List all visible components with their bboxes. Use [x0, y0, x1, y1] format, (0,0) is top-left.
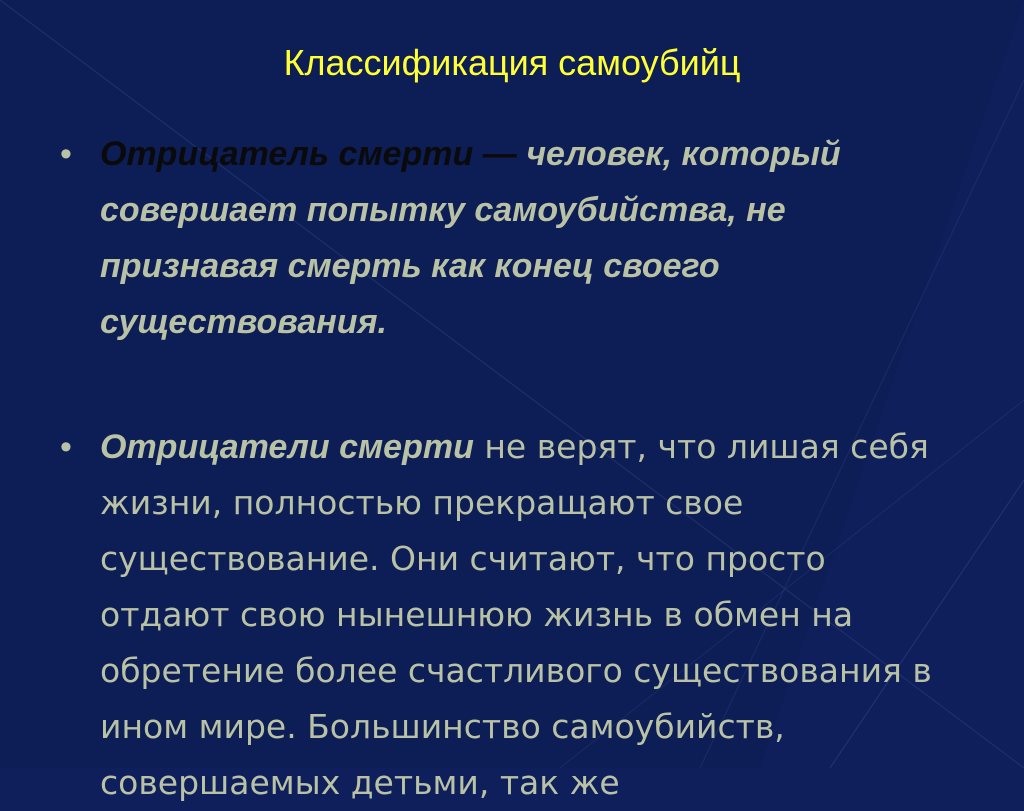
- slide-title: Классификация самоубийц: [283, 42, 741, 83]
- bullet-description: не верят, что лишая себя жизни, полностью прекращают свое существование. Они считают, что просто отдают свою нынешнюю жизнь в обмен на обретение более счастливого существования в ином мире. Большинство самоубийств, совершаемых детьми, так же: [100, 427, 932, 802]
- bullet-dot: •: [60, 428, 72, 466]
- bullet-term: Отрицатель смерти: [100, 135, 474, 173]
- bullet-dash: —: [473, 135, 527, 173]
- bullet-description: человек, который совершает попытку самоубийства, не признавая смерть как конец своего существования.: [100, 135, 841, 341]
- bullet-term: Отрицатели смерти: [100, 428, 474, 466]
- bullet-dot: •: [60, 135, 72, 173]
- bullet-text: [100, 419, 950, 811]
- bullet-text: [100, 126, 950, 350]
